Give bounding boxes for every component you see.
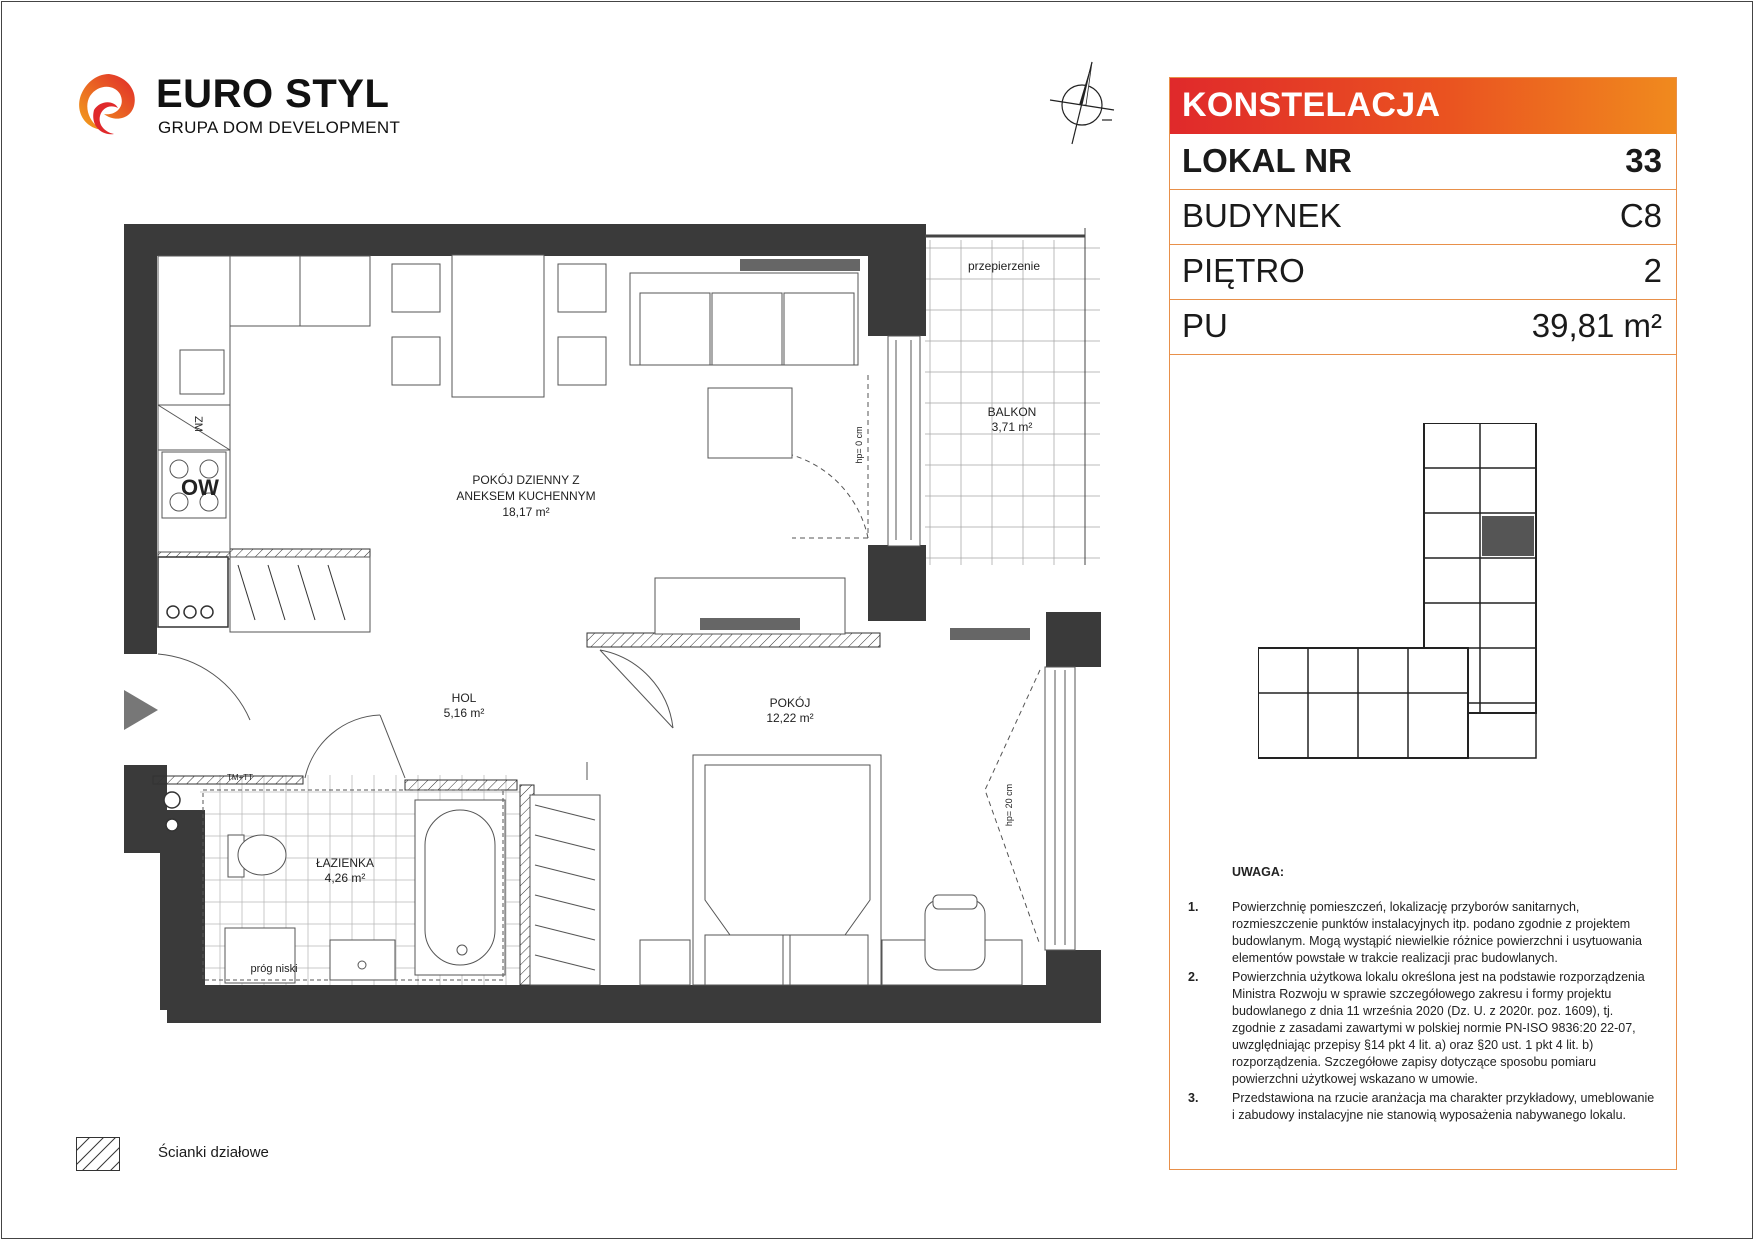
- note-text: Przedstawiona na rzucie aranżacja ma charakter przykładowy, umeblowanie i zabudowy instalacyjne nie stanowią wyposażenia nabywanego lokalu.: [1232, 1091, 1655, 1122]
- threshold-label: próg niski: [250, 963, 298, 975]
- partition-legend-icon: [76, 1137, 120, 1171]
- room-living-name: POKÓJ DZIENNY Z: [472, 473, 580, 487]
- note-item: [1188, 899, 1658, 967]
- highlighted-unit: [1482, 516, 1534, 556]
- room-living-name2: ANEKSEM KUCHENNYM: [456, 489, 596, 503]
- brand-logo: [74, 70, 401, 150]
- room-bedroom-name: POKÓJ: [769, 696, 811, 710]
- info-panel: [1169, 77, 1677, 1170]
- north-arrow-icon: [1046, 58, 1118, 148]
- row-label: BUDYNEK: [1182, 197, 1342, 234]
- note-number: 2.: [1188, 970, 1199, 984]
- room-balcony-area: 3,71 m²: [991, 420, 1033, 434]
- floor-plan: [115, 220, 1105, 1030]
- room-bathroom-name: ŁAZIENKA: [315, 856, 375, 870]
- room-bathroom-area: 4,26 m²: [324, 871, 366, 885]
- room-balcony-name: BALKON: [987, 405, 1037, 419]
- row-usable-area: [1170, 299, 1676, 355]
- logo-flame-icon: [74, 70, 144, 140]
- row-label: LOKAL NR: [1182, 142, 1352, 179]
- notes: [1188, 864, 1658, 1126]
- row-unit-number: [1170, 134, 1676, 190]
- note-text: Powierzchnia użytkowa lokalu określona jest na podstawie rozporządzenia Ministra Rozwoju w sprawie szczegółowego zakresu i formy projektu budowlanego z dnia 11 września 2020 (Dz. U. z 2020r. poz. 1609), tj. zgodnie z zasadami zawartymi w polskiej normie PN-ISO 9836:20 22-07, uwzględniając przepisy §14 pkt 4 lit. a) oraz §20 ust. 1 pkt 4 lit. b) rozporządzenia. Szczegółowe zapisy dotyczące sposobu pomiaru powierzchni użytkowej wskazano w umowie.: [1232, 970, 1645, 1086]
- brand-subtitle: GRUPA DOM DEVELOPMENT: [158, 118, 401, 137]
- note-number: 1.: [1188, 900, 1199, 914]
- project-header: [1170, 78, 1676, 134]
- brand-name: EURO STYL: [156, 72, 390, 116]
- room-living-area: 18,17 m²: [502, 505, 550, 519]
- washbasin: [330, 940, 395, 980]
- notes-title: UWAGA:: [1232, 865, 1285, 879]
- tv: [700, 618, 800, 630]
- row-building: [1170, 189, 1676, 245]
- ow-label: OW: [181, 475, 219, 500]
- room-hall-area: 5,16 m²: [443, 706, 485, 720]
- radiator-2: [950, 628, 1030, 640]
- row-label: PU: [1182, 307, 1228, 344]
- row-value: C8: [1619, 197, 1662, 234]
- row-floor: [1170, 244, 1676, 300]
- note-number: 3.: [1188, 1091, 1199, 1105]
- row-value: 39,81 m²: [1531, 307, 1662, 344]
- radiator-1: [740, 259, 860, 271]
- zm-label: ZM: [192, 416, 204, 432]
- toilet: [228, 835, 286, 877]
- entrance-arrow-icon: [124, 690, 158, 730]
- row-label: PIĘTRO: [1182, 252, 1305, 289]
- tm-label: TM+TT: [227, 773, 253, 782]
- room-bedroom-area: 12,22 m²: [766, 711, 814, 725]
- bedroom-window: [985, 667, 1075, 950]
- note-item: [1188, 969, 1658, 1088]
- row-value: 33: [1625, 142, 1662, 179]
- coffee-table: [708, 388, 792, 458]
- hp0-label: hp= 0 cm: [854, 426, 864, 464]
- wardrobe-shelves: [530, 795, 600, 985]
- legend-label: Ścianki działowe: [158, 1144, 269, 1161]
- building-key-plan: [1258, 423, 1588, 773]
- sofa: [630, 273, 858, 365]
- row-value: 2: [1643, 252, 1662, 289]
- balcony-floor: [925, 240, 1100, 565]
- hp20-label: hp= 20 cm: [1004, 783, 1014, 827]
- doors: [158, 650, 673, 780]
- note-item: [1188, 1090, 1658, 1124]
- note-text: Powierzchnię pomieszczeń, lokalizację przyborów sanitarnych, rozmieszczenie punktów instalacyjnych itp. podano zgodnie z projektem budowlanym. Mogą wystąpić niewielkie różnice powierzchni i usytuowania elementów powstałe w trakcie realizacji prac budowlanych.: [1232, 900, 1642, 965]
- room-hall-name: HOL: [451, 691, 477, 705]
- partition-label: przepierzenie: [967, 259, 1041, 273]
- bathtub: [415, 800, 505, 975]
- desk-chair: [925, 895, 985, 970]
- project-name: KONSTELACJA: [1182, 86, 1441, 124]
